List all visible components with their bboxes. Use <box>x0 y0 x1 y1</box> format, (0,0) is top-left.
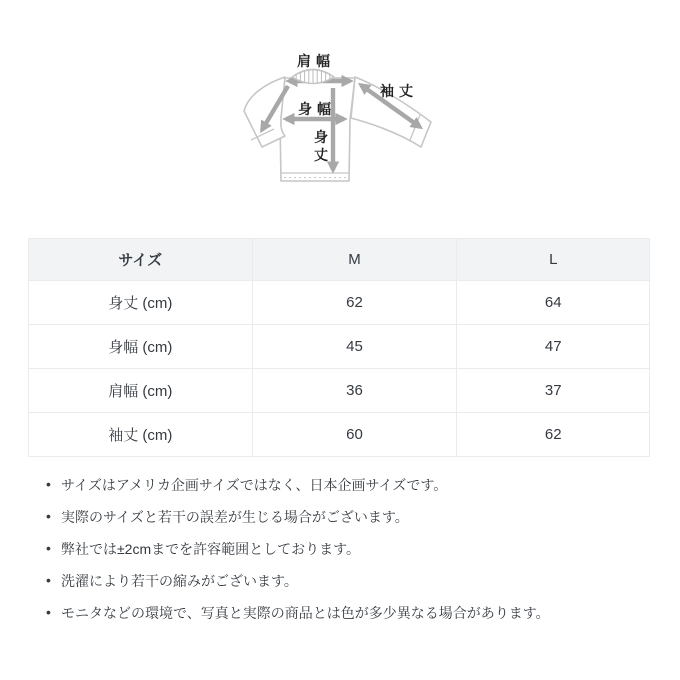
bullet-icon: • <box>46 572 51 588</box>
measurement-label-cell: 肩幅 (cm) <box>29 369 253 413</box>
size-table-header-size: サイズ <box>29 239 253 281</box>
bullet-icon: • <box>46 540 51 556</box>
note-text: 弊社では±2cmまでを許容範囲としております。 <box>61 541 361 557</box>
shoulder-width-label: 肩幅 <box>297 53 335 69</box>
measurement-label-cell: 身幅 (cm) <box>29 325 253 369</box>
body-width-label: 身幅 <box>298 101 336 117</box>
note-item <box>46 508 550 527</box>
size-table <box>28 238 650 457</box>
bullet-icon: • <box>46 476 51 492</box>
note-text: サイズはアメリカ企画サイズではなく、日本企画サイズです。 <box>61 477 448 493</box>
measurement-label-cell: 袖丈 (cm) <box>29 413 253 457</box>
body-length-label-char-1: 身 <box>314 129 328 145</box>
value-cell-m: 36 <box>252 369 457 413</box>
value-cell-m: 62 <box>252 281 457 325</box>
body-length-label-char-2: 丈 <box>314 147 328 163</box>
note-text: 実際のサイズと若干の誤差が生じる場合がございます。 <box>61 509 409 525</box>
value-cell-l: 47 <box>457 325 650 369</box>
note-item <box>46 572 550 591</box>
size-table-row-shoulder-width <box>29 369 650 413</box>
bullet-icon: • <box>46 604 51 620</box>
value-cell-m: 60 <box>252 413 457 457</box>
notes-list <box>46 476 550 636</box>
note-item <box>46 604 550 623</box>
note-text: 洗濯により若干の縮みがございます。 <box>61 573 298 589</box>
size-table-row-sleeve-length <box>29 413 650 457</box>
size-table-row-body-length <box>29 281 650 325</box>
shirt-left-sleeve <box>244 77 285 147</box>
note-item <box>46 540 550 559</box>
value-cell-l: 37 <box>457 369 650 413</box>
sleeve-length-label: 袖丈 <box>380 83 418 99</box>
shirt-measurement-diagram <box>0 0 680 215</box>
value-cell-m: 45 <box>252 325 457 369</box>
measurement-label-cell: 身丈 (cm) <box>29 281 253 325</box>
value-cell-l: 64 <box>457 281 650 325</box>
value-cell-l: 62 <box>457 413 650 457</box>
size-table-row-body-width <box>29 325 650 369</box>
size-table-header-row <box>29 239 650 281</box>
note-item <box>46 476 550 495</box>
bullet-icon: • <box>46 508 51 524</box>
note-text: モニタなどの環境で、写真と実際の商品とは色が多少異なる場合があります。 <box>61 605 550 621</box>
size-table-header-l: L <box>457 239 650 281</box>
size-table-header-m: M <box>252 239 457 281</box>
